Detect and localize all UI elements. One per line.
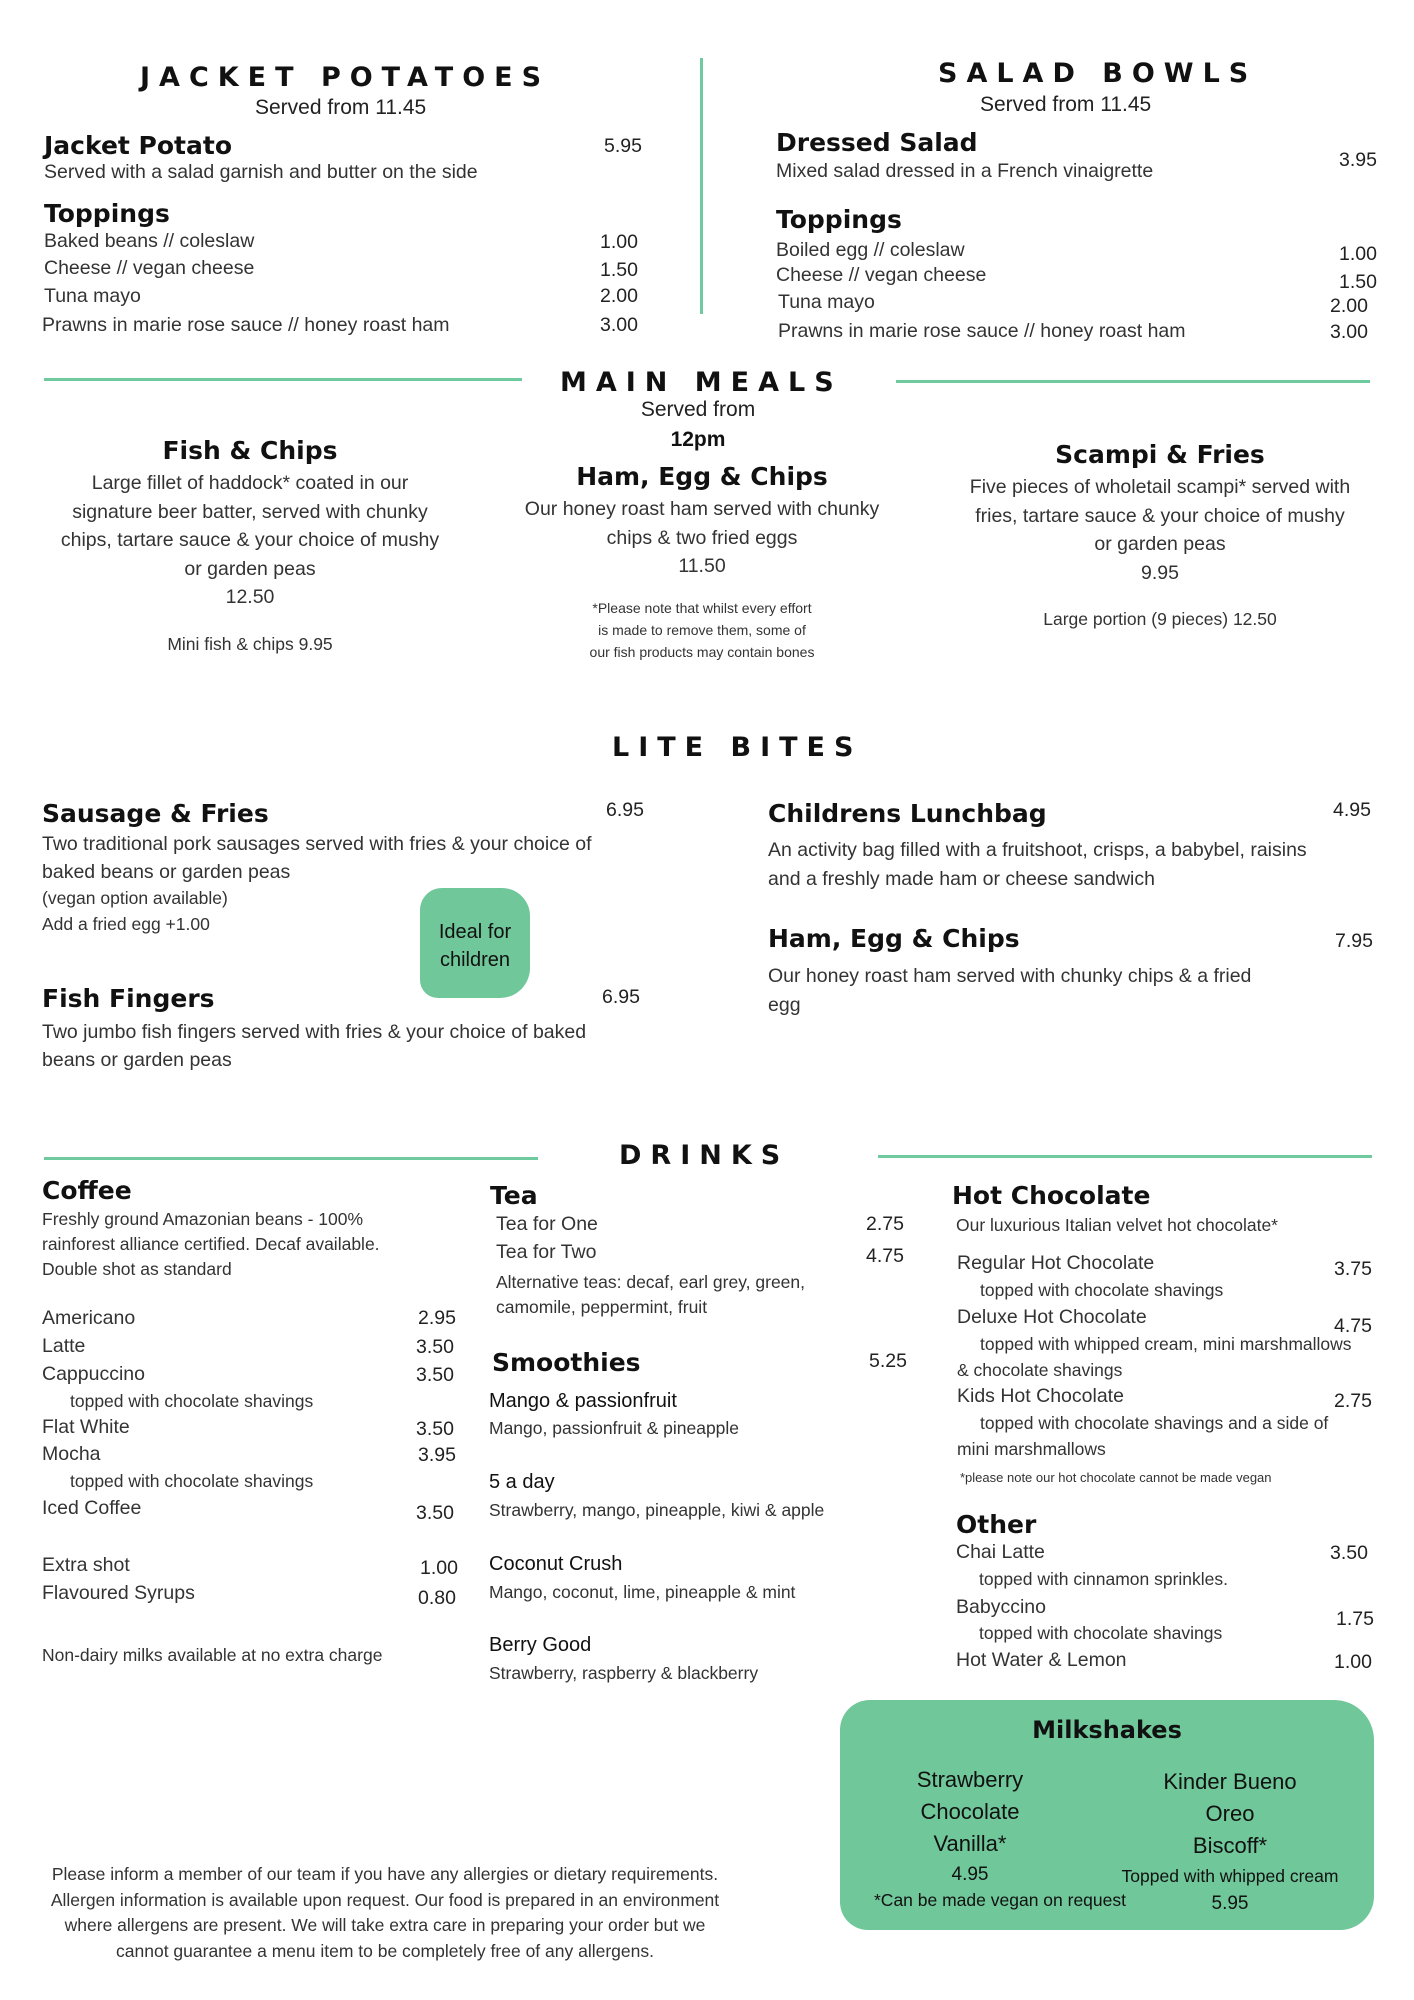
dressed-salad-price: 3.95 bbox=[1339, 149, 1377, 171]
hot-water-lemon-name: Hot Water & Lemon bbox=[956, 1649, 1127, 1671]
chai-latte-note: topped with cinnamon sprinkles. bbox=[979, 1569, 1229, 1589]
coffee-desc-line: Freshly ground Amazonian beans - 100% bbox=[42, 1209, 364, 1229]
tea-for-two-name: Tea for Two bbox=[496, 1241, 597, 1263]
non-dairy-note: Non-dairy milks available at no extra charge bbox=[42, 1645, 383, 1665]
column-divider bbox=[700, 58, 703, 314]
ham-main-desc-line: chips & two fried eggs bbox=[606, 526, 798, 549]
milkshake-flavour: Vanilla* bbox=[933, 1831, 1007, 1856]
jacket-potato-name: Jacket Potato bbox=[44, 131, 233, 160]
americano-price: 2.95 bbox=[418, 1307, 456, 1329]
badge-line: Ideal for bbox=[438, 921, 512, 943]
ham-egg-chips-main-price: 11.50 bbox=[678, 555, 726, 577]
coffee-description bbox=[42, 1207, 380, 1282]
mocha-price: 3.95 bbox=[418, 1444, 456, 1466]
jacket-potatoes-title: JACKET POTATOES bbox=[140, 62, 551, 93]
deluxe-hot-chocolate-price: 4.75 bbox=[1334, 1315, 1372, 1337]
extra-shot-price: 1.00 bbox=[420, 1557, 458, 1579]
fish-fingers-price: 6.95 bbox=[602, 986, 640, 1008]
jacket-toppings-title: Toppings bbox=[44, 199, 170, 228]
childrens-lunchbag-description bbox=[768, 836, 1307, 893]
babyccino-price: 1.75 bbox=[1336, 1608, 1374, 1630]
sausage-vegan-option: (vegan option available) bbox=[42, 888, 228, 908]
deluxe-hot-chocolate-note: topped with whipped cream, mini marshmallows bbox=[980, 1334, 1352, 1354]
fish-fingers-desc-line: beans or garden peas bbox=[42, 1049, 232, 1071]
ham-egg-chips-main-name: Ham, Egg & Chips bbox=[576, 462, 828, 491]
salad-topping-1-price: 1.00 bbox=[1339, 243, 1377, 265]
fish-and-chips-price: 12.50 bbox=[225, 586, 275, 608]
salad-topping-2-price: 1.50 bbox=[1339, 271, 1377, 293]
babyccino-note: topped with chocolate shavings bbox=[979, 1623, 1223, 1643]
fish-desc-line: Large fillet of haddock* coated in our bbox=[91, 472, 409, 494]
extra-shot-name: Extra shot bbox=[42, 1554, 130, 1576]
sausage-fries-price: 6.95 bbox=[606, 799, 644, 821]
fish-fingers-desc-line: Two jumbo fish fingers served with fries & your choice of baked bbox=[42, 1021, 587, 1043]
milkshakes-right-price: 5.95 bbox=[1211, 1893, 1249, 1914]
cappuccino-name: Cappuccino bbox=[42, 1363, 145, 1385]
drinks-title: DRINKS bbox=[619, 1140, 790, 1171]
jacket-topping-3: Tuna mayo bbox=[44, 285, 141, 307]
smoothie-description: Mango, passionfruit & pineapple bbox=[489, 1418, 740, 1438]
chai-latte-price: 3.50 bbox=[1330, 1542, 1368, 1564]
milkshakes-panel bbox=[840, 1700, 1374, 1930]
childrens-lunchbag-name: Childrens Lunchbag bbox=[768, 799, 1047, 828]
milkshakes-left-price: 4.95 bbox=[951, 1864, 989, 1885]
milkshake-flavour: Oreo bbox=[1205, 1801, 1255, 1826]
dressed-salad-description: Mixed salad dressed in a French vinaigrette bbox=[776, 160, 1154, 182]
main-served-label: Served from bbox=[640, 398, 756, 421]
smoothie-name: Mango & passionfruit bbox=[489, 1390, 677, 1412]
jacket-potato-price: 5.95 bbox=[604, 135, 642, 157]
sausage-desc-line: baked beans or garden peas bbox=[42, 861, 291, 883]
deluxe-hot-chocolate-name: Deluxe Hot Chocolate bbox=[957, 1306, 1147, 1328]
tea-for-one-name: Tea for One bbox=[496, 1213, 598, 1235]
sausage-add-egg: Add a fried egg +1.00 bbox=[42, 914, 210, 934]
milkshake-flavour: Strawberry bbox=[916, 1767, 1024, 1792]
mocha-note: topped with chocolate shavings bbox=[70, 1471, 314, 1491]
tea-for-one-price: 2.75 bbox=[866, 1213, 904, 1235]
iced-coffee-name: Iced Coffee bbox=[42, 1497, 142, 1519]
drinks-divider-left bbox=[44, 1157, 538, 1160]
coffee-desc-line: rainforest alliance certified. Decaf available. bbox=[42, 1234, 380, 1254]
smoothies-title: Smoothies bbox=[492, 1348, 641, 1377]
ham-egg-chips-lite-name: Ham, Egg & Chips bbox=[768, 924, 1020, 953]
salad-bowls-title: SALAD BOWLS bbox=[938, 58, 1258, 89]
salad-topping-2: Cheese // vegan cheese bbox=[776, 264, 987, 286]
latte-name: Latte bbox=[42, 1335, 86, 1357]
jacket-topping-1: Baked beans // coleslaw bbox=[44, 230, 255, 252]
hot-water-lemon-price: 1.00 bbox=[1334, 1651, 1372, 1673]
salad-topping-3-price: 2.00 bbox=[1330, 295, 1368, 317]
flat-white-price: 3.50 bbox=[416, 1418, 454, 1440]
alt-tea-line: camomile, peppermint, fruit bbox=[496, 1297, 708, 1317]
milkshake-flavour: Chocolate bbox=[920, 1799, 1020, 1824]
allergy-line: Please inform a member of our team if you have any allergies or dietary requirements. bbox=[51, 1864, 719, 1884]
kids-hot-chocolate-price: 2.75 bbox=[1334, 1390, 1372, 1412]
main-divider-left bbox=[44, 378, 522, 381]
lunchbag-desc-line: An activity bag filled with a fruitshoot, crisps, a babybel, raisins bbox=[768, 839, 1307, 861]
chai-latte-name: Chai Latte bbox=[956, 1541, 1045, 1563]
fish-fingers-description bbox=[42, 1018, 586, 1074]
fish-bones-note: *Please note that whilst every effort bbox=[592, 599, 812, 616]
drinks-divider-right bbox=[878, 1155, 1372, 1158]
alternative-teas bbox=[496, 1270, 805, 1320]
jacket-topping-3-price: 2.00 bbox=[600, 285, 638, 307]
mini-fish-and-chips: Mini fish & chips 9.95 bbox=[167, 633, 333, 654]
milkshakes-right-list bbox=[1110, 1766, 1350, 1918]
hot-chocolate-vegan-note: *please note our hot chocolate cannot be made vegan bbox=[960, 1470, 1272, 1485]
milkshakes-right-note: Topped with whipped cream bbox=[1121, 1866, 1339, 1886]
smoothie-description: Strawberry, mango, pineapple, kiwi & apple bbox=[489, 1500, 825, 1520]
hot-chocolate-title: Hot Chocolate bbox=[952, 1181, 1151, 1210]
latte-price: 3.50 bbox=[416, 1336, 454, 1358]
main-divider-right bbox=[896, 380, 1370, 383]
milkshakes-left-list bbox=[870, 1764, 1070, 1890]
jacket-potato-description: Served with a salad garnish and butter on the side bbox=[44, 161, 478, 183]
milkshake-flavour: Biscoff* bbox=[1192, 1833, 1268, 1858]
regular-hot-chocolate-note: topped with chocolate shavings bbox=[980, 1280, 1224, 1300]
ideal-for-children-badge bbox=[420, 888, 530, 998]
salad-toppings-title: Toppings bbox=[776, 205, 902, 234]
ham-main-desc-line: Our honey roast ham served with chunky bbox=[524, 498, 880, 520]
kids-hot-chocolate-name: Kids Hot Chocolate bbox=[957, 1385, 1124, 1407]
cappuccino-price: 3.50 bbox=[416, 1364, 454, 1386]
milkshakes-vegan-note: *Can be made vegan on request bbox=[874, 1890, 1126, 1910]
salad-topping-4: Prawns in marie rose sauce // honey roast ham bbox=[778, 320, 1186, 342]
ham-egg-chips-lite-price: 7.95 bbox=[1335, 930, 1373, 952]
kids-hot-chocolate-note: mini marshmallows bbox=[957, 1439, 1106, 1459]
coffee-desc-line: Double shot as standard bbox=[42, 1259, 232, 1279]
ham-egg-chips-lite-description bbox=[768, 962, 1251, 1020]
scampi-desc-line: or garden peas bbox=[1094, 533, 1226, 555]
hot-chocolate-description: Our luxurious Italian velvet hot chocolate* bbox=[956, 1215, 1278, 1235]
tea-title: Tea bbox=[490, 1181, 538, 1210]
fish-and-chips-name: Fish & Chips bbox=[162, 436, 338, 465]
regular-hot-chocolate-price: 3.75 bbox=[1334, 1258, 1372, 1280]
flavoured-syrups-name: Flavoured Syrups bbox=[42, 1582, 195, 1604]
smoothie-description: Strawberry, raspberry & blackberry bbox=[489, 1663, 759, 1683]
milkshakes-title: Milkshakes bbox=[1032, 1716, 1182, 1744]
scampi-large-portion: Large portion (9 pieces) 12.50 bbox=[1043, 609, 1277, 629]
kids-hot-chocolate-note: topped with chocolate shavings and a side of bbox=[980, 1413, 1329, 1433]
badge-line: children bbox=[439, 949, 511, 971]
smoothie-name: Berry Good bbox=[489, 1634, 592, 1656]
ham-egg-chips-main-block bbox=[490, 462, 914, 663]
ham-lite-desc-line: egg bbox=[768, 994, 801, 1016]
dressed-salad-name: Dressed Salad bbox=[776, 128, 978, 157]
smoothie-name: 5 a day bbox=[489, 1471, 555, 1493]
tea-for-two-price: 4.75 bbox=[866, 1245, 904, 1267]
smoothie-description: Mango, coconut, lime, pineapple & mint bbox=[489, 1582, 796, 1602]
babyccino-name: Babyccino bbox=[956, 1596, 1046, 1618]
sausage-fries-name: Sausage & Fries bbox=[42, 799, 269, 828]
scampi-desc-line: fries, tartare sauce & your choice of mushy bbox=[975, 504, 1345, 527]
allergy-line: Allergen information is available upon request. Our food is prepared in an environment bbox=[50, 1889, 720, 1910]
americano-name: Americano bbox=[42, 1307, 136, 1329]
jacket-topping-2-price: 1.50 bbox=[600, 259, 638, 281]
allergy-line: cannot guarantee a menu item to be completely free of any allergens. bbox=[116, 1940, 654, 1961]
cappuccino-note: topped with chocolate shavings bbox=[70, 1391, 314, 1411]
mocha-name: Mocha bbox=[42, 1443, 101, 1465]
lite-bites-title: LITE BITES bbox=[612, 732, 863, 763]
fish-bones-note: our fish products may contain bones bbox=[589, 643, 815, 660]
fish-fingers-name: Fish Fingers bbox=[42, 984, 215, 1013]
main-served-time: 12pm bbox=[670, 428, 726, 451]
salad-topping-1: Boiled egg // coleslaw bbox=[776, 239, 965, 261]
jacket-topping-4: Prawns in marie rose sauce // honey roast ham bbox=[42, 314, 450, 336]
coffee-title: Coffee bbox=[42, 1176, 132, 1205]
allergy-line: where allergens are present. We will take extra care in preparing your order but we bbox=[64, 1915, 706, 1935]
salad-served-time: Served from 11.45 bbox=[980, 93, 1152, 116]
jacket-topping-2: Cheese // vegan cheese bbox=[44, 257, 255, 279]
other-title: Other bbox=[956, 1510, 1037, 1539]
scampi-block bbox=[950, 440, 1370, 631]
scampi-name: Scampi & Fries bbox=[1055, 440, 1265, 469]
fish-desc-line: signature beer batter, served with chunky bbox=[72, 500, 428, 523]
allergy-notice bbox=[20, 1862, 750, 1964]
fish-desc-line: or garden peas bbox=[184, 557, 316, 580]
jacket-topping-4-price: 3.00 bbox=[600, 314, 638, 336]
regular-hot-chocolate-name: Regular Hot Chocolate bbox=[957, 1252, 1155, 1274]
scampi-desc-line: Five pieces of wholetail scampi* served with bbox=[969, 476, 1351, 498]
deluxe-hot-chocolate-note: & chocolate shavings bbox=[957, 1360, 1123, 1380]
fish-and-chips-block bbox=[40, 436, 460, 656]
childrens-lunchbag-price: 4.95 bbox=[1333, 799, 1371, 821]
jacket-topping-1-price: 1.00 bbox=[600, 231, 638, 253]
ham-lite-desc-line: Our honey roast ham served with chunky chips & a fried bbox=[768, 965, 1252, 987]
alt-tea-line: Alternative teas: decaf, earl grey, green, bbox=[496, 1272, 806, 1292]
jacket-served-time: Served from 11.45 bbox=[255, 96, 427, 119]
fish-desc-line: chips, tartare sauce & your choice of mushy bbox=[60, 529, 440, 551]
scampi-price: 9.95 bbox=[1141, 561, 1179, 584]
main-meals-title: MAIN MEALS bbox=[560, 367, 843, 398]
flat-white-name: Flat White bbox=[42, 1416, 130, 1438]
flavoured-syrups-price: 0.80 bbox=[418, 1587, 456, 1609]
lunchbag-desc-line: and a freshly made ham or cheese sandwich bbox=[768, 867, 1155, 890]
sausage-fries-description bbox=[42, 830, 592, 886]
iced-coffee-price: 3.50 bbox=[416, 1502, 454, 1524]
salad-topping-4-price: 3.00 bbox=[1330, 321, 1368, 343]
smoothies-price: 5.25 bbox=[869, 1350, 907, 1372]
milkshake-flavour: Kinder Bueno bbox=[1163, 1769, 1297, 1794]
fish-bones-note: is made to remove them, some of bbox=[598, 621, 806, 638]
sausage-desc-line: Two traditional pork sausages served with fries & your choice of bbox=[42, 833, 592, 855]
smoothie-name: Coconut Crush bbox=[489, 1553, 623, 1575]
salad-topping-3: Tuna mayo bbox=[778, 291, 875, 313]
